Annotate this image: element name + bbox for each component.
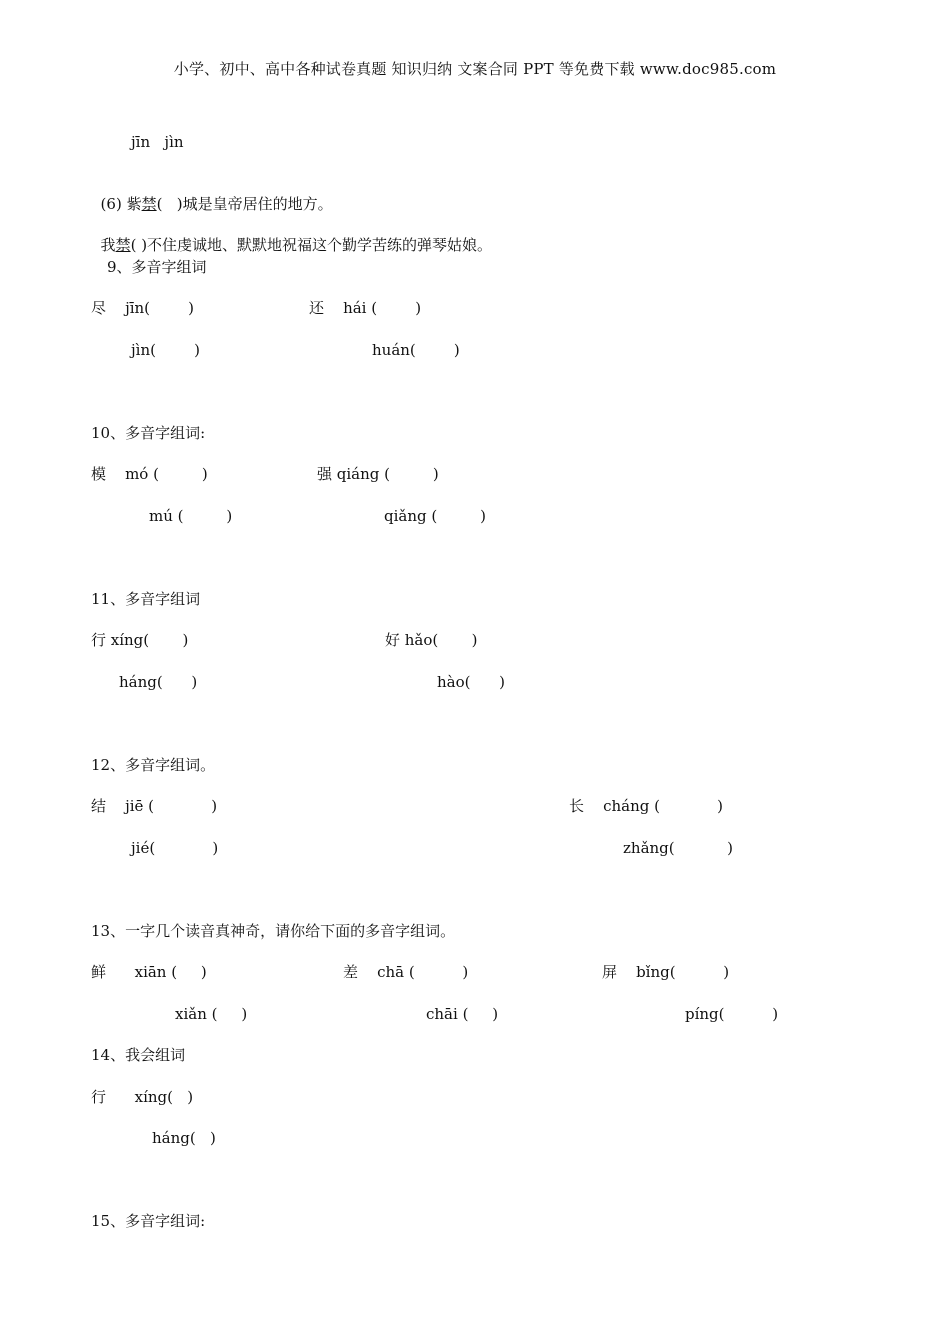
- question-title: 15、多音字组词:: [91, 1212, 206, 1230]
- question-title: 14、我会组词: [91, 1046, 186, 1064]
- sentence-suffix: ( )城是皇帝居住的地方。: [156, 195, 333, 213]
- answer-row: huán( ): [372, 341, 460, 359]
- sentence-prefix: (6) 紫: [100, 195, 142, 213]
- answer-row: 屏 bǐng( ): [602, 963, 730, 981]
- answer-row: zhǎng( ): [623, 839, 733, 857]
- question-title: 13、一字几个读音真神奇，请你给下面的多音字组词。: [91, 922, 456, 940]
- question-title: 11、多音字组词: [91, 590, 201, 608]
- answer-row: háng( ): [119, 673, 198, 691]
- answer-row: 结 jiē ( ): [91, 797, 218, 815]
- target-char: 禁: [115, 236, 131, 254]
- answer-row: 还 hái ( ): [309, 299, 422, 317]
- page-header: 小学、初中、高中各种试卷真题 知识归纳 文案合同 PPT 等免费下载 www.doc985.com: [173, 60, 777, 78]
- question-title: 10、多音字组词:: [91, 424, 206, 442]
- answer-row: 好 hǎo( ): [385, 631, 478, 649]
- answer-row: 行 xíng( ): [91, 1088, 194, 1106]
- question-title: 12、多音字组词。: [91, 756, 216, 774]
- answer-row: 模 mó ( ): [91, 465, 208, 483]
- answer-row: xiǎn ( ): [175, 1005, 248, 1023]
- sentence-line: [91, 215, 492, 255]
- answer-row: 行 xíng( ): [91, 631, 189, 649]
- answer-row: 鲜 xiān ( ): [91, 963, 207, 981]
- question-title: 9、多音字组词: [107, 258, 207, 276]
- answer-row: píng( ): [685, 1005, 779, 1023]
- answer-row: jié( ): [131, 839, 219, 857]
- target-char: 禁: [141, 195, 157, 213]
- answer-row: 差 chā ( ): [343, 963, 469, 981]
- answer-row: 强 qiáng ( ): [317, 465, 439, 483]
- answer-row: jìn( ): [131, 341, 200, 359]
- answer-row: 长 cháng ( ): [569, 797, 724, 815]
- answer-row: háng( ): [152, 1129, 216, 1147]
- sentence-prefix: 我: [100, 236, 116, 254]
- answer-row: hào( ): [437, 673, 505, 691]
- answer-row: chāi ( ): [426, 1005, 499, 1023]
- answer-row: 尽 jīn( ): [91, 299, 195, 317]
- answer-row: mú ( ): [149, 507, 233, 525]
- sentence-suffix: ( )不住虔诚地、默默地祝福这个勤学苦练的弹琴姑娘。: [130, 236, 493, 254]
- answer-row: qiǎng ( ): [384, 507, 486, 525]
- sentence-line: [91, 174, 333, 214]
- pinyin-row: jīn jìn: [131, 133, 184, 151]
